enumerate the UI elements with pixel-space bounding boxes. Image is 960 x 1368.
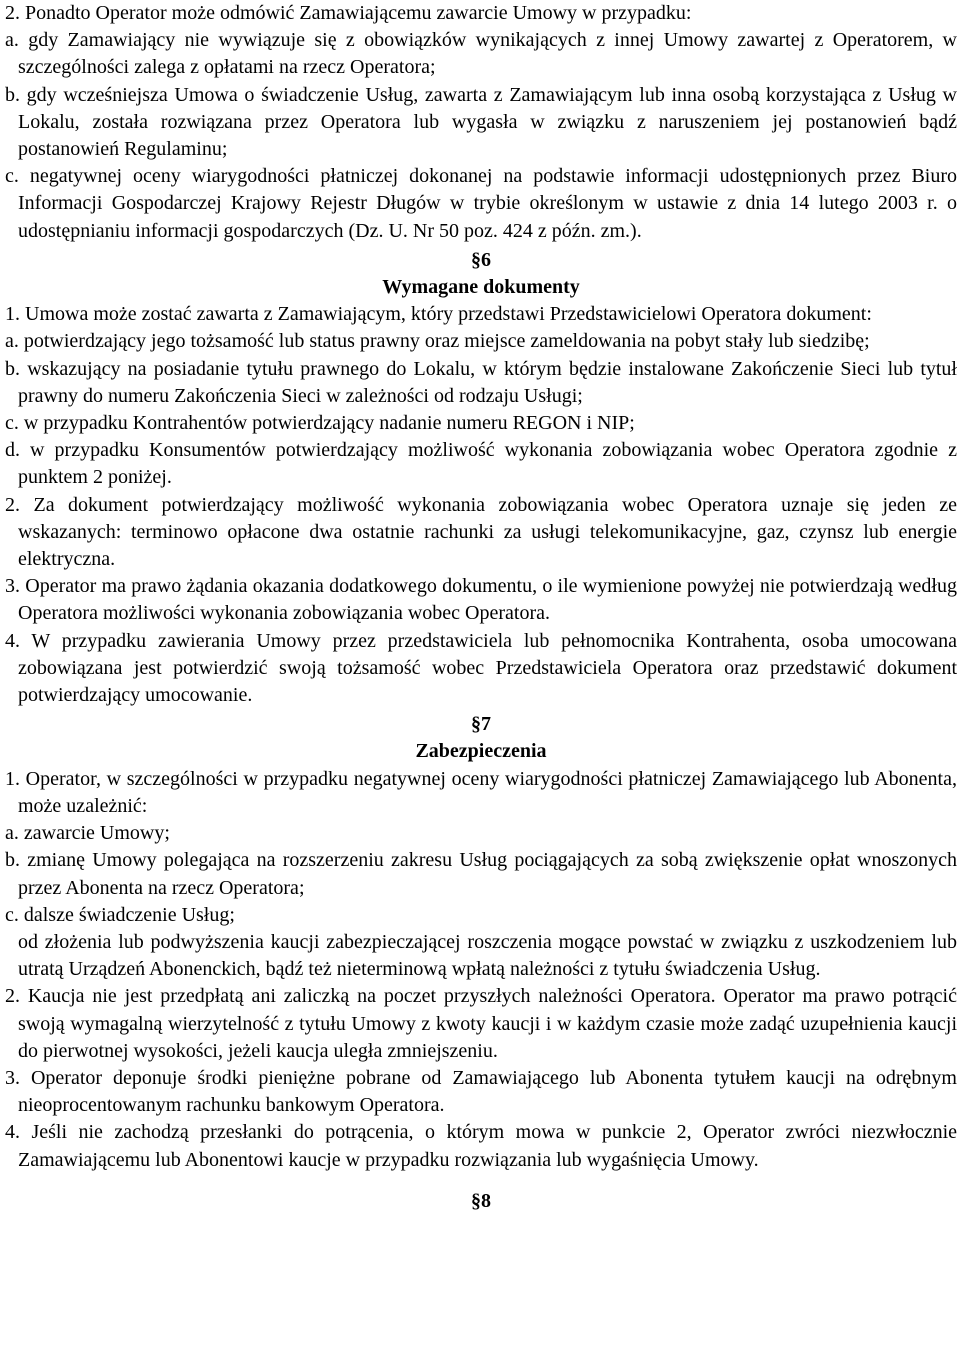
section-7-paragraph-4: 4. Jeśli nie zachodzą przesłanki do potrącenia, o którym mowa w punkcie 2, Operator zwróci niezwłocznie Zamawiającemu lub Abonentowi kaucje w przypadku rozwiązania lub wygaśnięcia Umowy. bbox=[5, 1121, 957, 1171]
section-6-paragraph-1: 1. Umowa może zostać zawarta z Zamawiającym, który przedstawi Przedstawicielowi Operatora dokument: bbox=[5, 303, 872, 326]
section-7-paragraph-1b: b. zmianę Umowy polegająca na rozszerzeniu zakresu Usług pociągających za sobą zwiększenie opłat wnoszonych przez Abonenta na rzecz Operatora; bbox=[5, 849, 957, 899]
paragraph-2: 2. Ponadto Operator może odmówić Zamawiającemu zawarcie Umowy w przypadku: bbox=[5, 2, 692, 24]
section-7-paragraph-3: 3. Operator deponuje środki pieniężne pobrane od Zamawiającego lub Abonenta tytułem kaucji na odrębnym nieoprocentowanym rachunku bankowym Operatora. bbox=[5, 1066, 957, 1117]
section-7-paragraph-1: 1. Operator, w szczególności w przypadku negatywnej oceny wiarygodności płatniczej Zamawiającego lub Abonenta, może uzależnić: bbox=[5, 767, 957, 817]
section-6-paragraph-1c: c. w przypadku Kontrahentów potwierdzający nadanie numeru REGON i NIP; bbox=[5, 412, 635, 435]
section-6-paragraph-2: 2. Za dokument potwierdzający możliwość wykonania zobowiązania wobec Operatora uznaje się jeden ze wskazanych: terminowo opłacone dwa ostatnie rachunki za usługi telekomunikacyjne, gaz, czynsz lub energie elektryczna. bbox=[5, 493, 957, 571]
section-6-paragraph-3: 3. Operator ma prawo żądania okazania dodatkowego dokumentu, o ile wymienione powyżej nie potwierdzają według Operatora możliwości wykonania zobowiązania wobec Operatora. bbox=[5, 575, 957, 625]
section-6-paragraph-4: 4. W przypadku zawierania Umowy przez przedstawiciela lub pełnomocnika Kontrahenta, osoba umocowana zobowiązana jest potwierdzić swoją tożsamość wobec Przedstawiciela Operatora oraz przedstawić dokument potwierdzający umocowanie. bbox=[5, 629, 957, 707]
section-6-paragraph-1b: b. wskazujący na posiadanie tytułu prawnego do Lokalu, w którym będzie instalowane Zakończenie Sieci lub tytuł prawny do numeru Zakończenia Sieci w zależności od rodzaju Usługi; bbox=[5, 357, 957, 407]
paragraph-2b: b. gdy wcześniejsza Umowa o świadczenie Usług, zawarta z Zamawiającym lub inna osobą korzystająca z Usług w Lokalu, została rozwiązana przez Operatora lub wygasła w związku z naruszeniem jej postanowień bądź postanowień Regulaminu; bbox=[5, 83, 957, 161]
section-7-paragraph-2: 2. Kaucja nie jest przedpłatą ani zaliczką na poczet przyszłych należności Operatora. Operator ma prawo potrącić swoją wymagalną wierzytelność z tytułu Umowy z kwoty kaucji i w każdym czasie może zadąć uzupełnienia kaucji do pierwotnej wysokości, jeżeli kaucja uległa zmniejszeniu. bbox=[5, 985, 957, 1062]
paragraph-2c: c. negatywnej oceny wiarygodności płatniczej dokonanej na podstawie informacji udostępnionych przez Biuro Informacji Gospodarczej Krajowy Rejestr Długów w trybie określonym w ustawie z dnia 14 lutego 2003 r. o udostępnianiu informacji gospodarczych (Dz. U. Nr 50 poz. 424 z późn. zm.). bbox=[5, 165, 957, 242]
section-6-number: §6 bbox=[471, 248, 491, 271]
section-8-number: §8 bbox=[471, 1189, 491, 1212]
section-6-title: Wymagane dokumenty bbox=[382, 276, 580, 299]
section-6-paragraph-1a: a. potwierdzający jego tożsamość lub status prawny oraz miejsce zameldowania na pobyt stały lub siedzibę; bbox=[5, 330, 870, 353]
section-7-paragraph-1c: c. dalsze świadczenie Usług; bbox=[5, 903, 235, 926]
section-7-title: Zabezpieczenia bbox=[415, 740, 547, 763]
section-7-number: §7 bbox=[471, 713, 491, 736]
section-6-paragraph-1d: d. w przypadku Konsumentów potwierdzający możliwość wykonania zobowiązania wobec Operatora zgodnie z punktem 2 poniżej. bbox=[5, 439, 957, 489]
section-7-paragraph-1a: a. zawarcie Umowy; bbox=[5, 822, 170, 845]
section-7-paragraph-1-continuation: od złożenia lub podwyższenia kaucji zabezpieczającej roszczenia mogące powstać w związku z uszkodzeniem lub utratą Urządzeń Abonenckich, bądź też nieterminową wpłatą należności z tytułu świadczenia Usług. bbox=[18, 930, 957, 981]
paragraph-2a: a. gdy Zamawiający nie wywiązuje się z obowiązków wynikających z innej Umowy zawartej z Operatorem, w szczególności zalega z opłatami na rzecz Operatora; bbox=[5, 29, 957, 79]
